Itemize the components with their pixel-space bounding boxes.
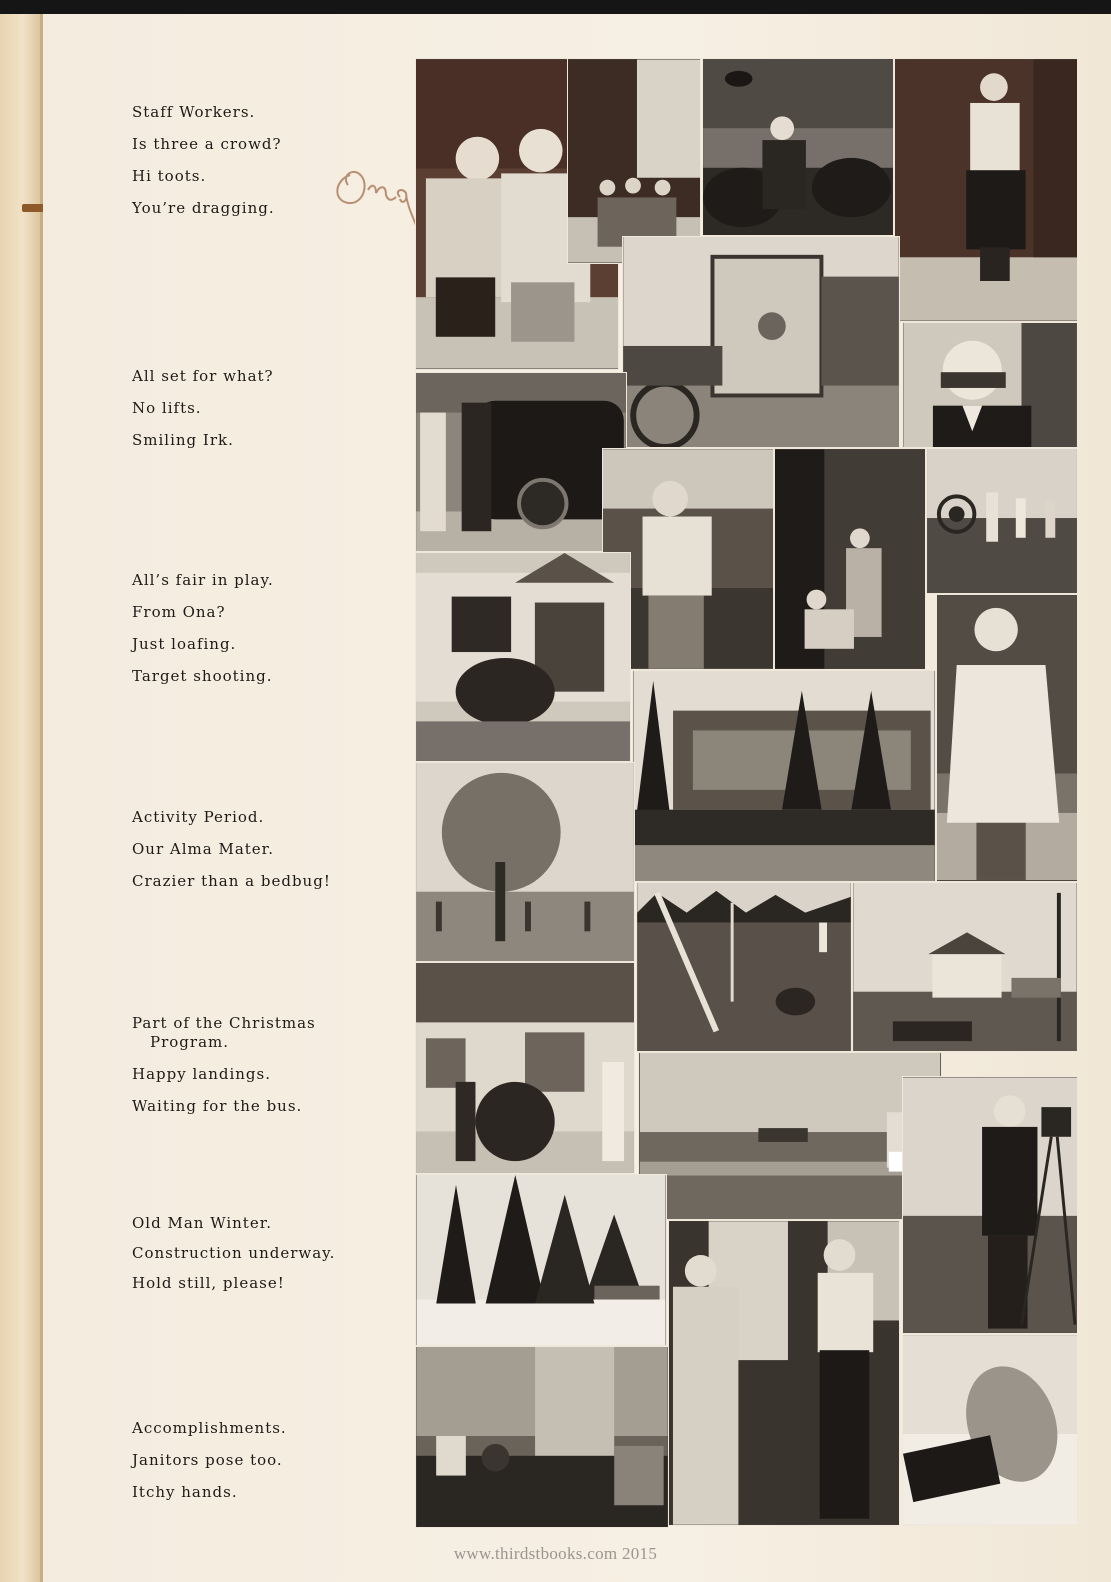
high-jump-photo [636,882,852,1052]
caption-line: Hold still, please! [132,1274,285,1292]
christmas-program-photo [415,962,635,1174]
page-binding-edge [0,14,42,1582]
binding-stain [22,204,44,212]
caption-line: Janitors pose too. [132,1451,283,1469]
caption-group-3 [132,564,274,692]
caption-line: Is three a crowd? [132,135,282,153]
caption-line: Accomplishments. [132,1419,287,1437]
house-photo [415,552,631,762]
caption-line: Happy landings. [132,1065,271,1083]
girls-under-tree-photo [774,448,926,670]
caption-line: Hi toots. [132,167,207,185]
caption-line: Crazier than a bedbug! [132,872,331,890]
caption-line: Staff Workers. [132,103,256,121]
caption-line: Just loafing. [132,635,237,653]
workshop-interior-photo [415,1346,669,1528]
footer-watermark: www.thirdstbooks.com 2015 [453,1544,658,1563]
janitors-photo [668,1220,900,1526]
caption-line: Construction underway. [132,1244,336,1262]
man-with-camera-photo [902,1076,1078,1334]
girls-by-car-photo [415,372,627,552]
town-street-photo [852,882,1078,1052]
caption-line: Waiting for the bus. [132,1097,303,1115]
caption-group-5 [132,1014,316,1122]
smiling-boy-photo [902,322,1078,448]
caption-group-2 [132,360,274,456]
caption-line: Program. [150,1033,230,1051]
hands-photo [902,1334,1078,1526]
bare-tree-field-photo [415,762,635,962]
caption-line: You’re dragging. [132,199,275,217]
target-shooting-photo [926,448,1078,594]
boy-waving-hat-photo [702,58,894,236]
handwritten-signature [330,135,420,235]
field-construction-photo [638,1052,942,1220]
caption-group-4 [132,801,331,897]
caption-group-1 [132,96,282,224]
woman-in-coat-photo [936,594,1078,882]
caption-line: All’s fair in play. [132,571,274,589]
three-girls-on-steps-photo [567,58,701,264]
caption-line: Activity Period. [132,808,265,826]
caption-line: All set for what? [132,367,274,385]
caption-line: From Ona? [132,603,226,621]
caption-line: Itchy hands. [132,1483,238,1501]
caption-line: Target shooting. [132,667,273,685]
caption-line: Smiling Irk. [132,431,234,449]
school-building-photo [632,670,936,882]
woman-by-brick-wall-photo [894,58,1078,322]
scan-top-border [0,0,1111,14]
caption-group-7 [132,1412,287,1508]
caption-line: Our Alma Mater. [132,840,274,858]
caption-line: No lifts. [132,399,202,417]
caption-line: Part of the Christmas [132,1014,316,1032]
old-truck-photo [622,236,900,448]
winter-trees-photo [415,1174,667,1346]
caption-line: Old Man Winter. [132,1214,273,1232]
caption-group-6 [132,1208,335,1298]
